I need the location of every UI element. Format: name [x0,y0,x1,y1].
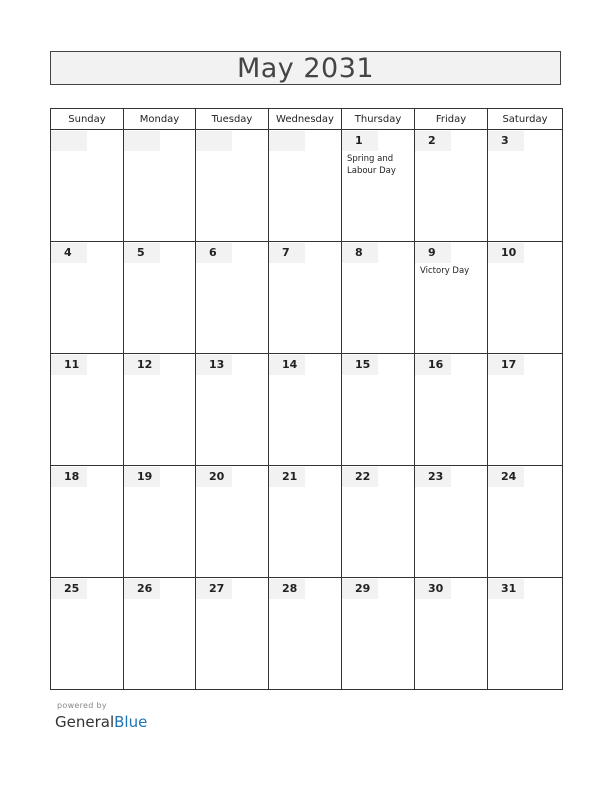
empty-day-cell[interactable] [51,130,124,242]
day-number: 27 [209,582,225,595]
day-number: 6 [209,246,217,259]
day-cell-2[interactable] [415,130,488,242]
day-number: 19 [137,470,153,483]
day-number: 5 [137,246,145,259]
day-number: 15 [355,358,371,371]
holiday-label: Victory Day [420,266,470,276]
holiday-label: Spring and Labour Day [347,154,396,176]
day-cell-13[interactable] [196,354,269,466]
calendar-grid [50,108,563,690]
day-cell-17[interactable] [488,354,563,466]
day-number: 10 [501,246,517,259]
day-number: 29 [355,582,371,595]
day-number: 24 [501,470,517,483]
brand-logo[interactable] [55,713,147,731]
day-number-box [124,131,160,151]
day-cell-22[interactable] [342,466,415,578]
day-cell-15[interactable] [342,354,415,466]
day-cell-6[interactable] [196,242,269,354]
day-cell-24[interactable] [488,466,563,578]
day-number: 21 [282,470,298,483]
month-title: May 2031 [236,52,375,84]
day-cell-8[interactable] [342,242,415,354]
day-cell-26[interactable] [124,578,196,690]
month-title-box [50,51,561,85]
empty-day-cell[interactable] [269,130,342,242]
day-number: 18 [64,470,80,483]
day-cell-9[interactable] [415,242,488,354]
day-number: 3 [501,134,509,147]
weekday-header-sunday: Sunday [51,109,124,130]
day-cell-21[interactable] [269,466,342,578]
day-cell-23[interactable] [415,466,488,578]
day-cell-1[interactable] [342,130,415,242]
day-cell-31[interactable] [488,578,563,690]
day-cell-5[interactable] [124,242,196,354]
day-number: 25 [64,582,80,595]
day-number: 11 [64,358,80,371]
weekday-header-tuesday: Tuesday [196,109,269,130]
day-cell-3[interactable] [488,130,563,242]
weekday-header-monday: Monday [124,109,196,130]
empty-day-cell[interactable] [124,130,196,242]
day-number: 28 [282,582,298,595]
day-cell-27[interactable] [196,578,269,690]
day-number: 22 [355,470,371,483]
day-cell-29[interactable] [342,578,415,690]
day-number: 4 [64,246,72,259]
brand-name-general: General [55,713,115,731]
weekday-header-saturday: Saturday [488,109,563,130]
powered-by-text: powered by [57,701,107,710]
day-number: 16 [428,358,444,371]
day-cell-7[interactable] [269,242,342,354]
day-cell-19[interactable] [124,466,196,578]
day-number-box [269,131,305,151]
weekday-header-friday: Friday [415,109,488,130]
day-number: 9 [428,246,436,259]
day-number: 17 [501,358,517,371]
day-cell-4[interactable] [51,242,124,354]
day-cell-18[interactable] [51,466,124,578]
day-cell-20[interactable] [196,466,269,578]
day-cell-16[interactable] [415,354,488,466]
day-cell-14[interactable] [269,354,342,466]
day-number: 14 [282,358,298,371]
day-number: 2 [428,134,436,147]
day-cell-12[interactable] [124,354,196,466]
empty-day-cell[interactable] [196,130,269,242]
day-number: 26 [137,582,153,595]
day-cell-30[interactable] [415,578,488,690]
day-number-box [196,131,232,151]
day-number-box [51,131,87,151]
day-number: 20 [209,470,225,483]
day-number: 8 [355,246,363,259]
weekday-header-thursday: Thursday [342,109,415,130]
day-number: 1 [355,134,363,147]
day-cell-28[interactable] [269,578,342,690]
weekday-header-wednesday: Wednesday [269,109,342,130]
day-number: 23 [428,470,444,483]
day-cell-25[interactable] [51,578,124,690]
day-cell-10[interactable] [488,242,563,354]
day-number: 7 [282,246,290,259]
day-cell-11[interactable] [51,354,124,466]
day-number: 12 [137,358,153,371]
day-number: 30 [428,582,444,595]
day-number: 13 [209,358,225,371]
day-number: 31 [501,582,517,595]
brand-name-blue: Blue [114,713,148,731]
